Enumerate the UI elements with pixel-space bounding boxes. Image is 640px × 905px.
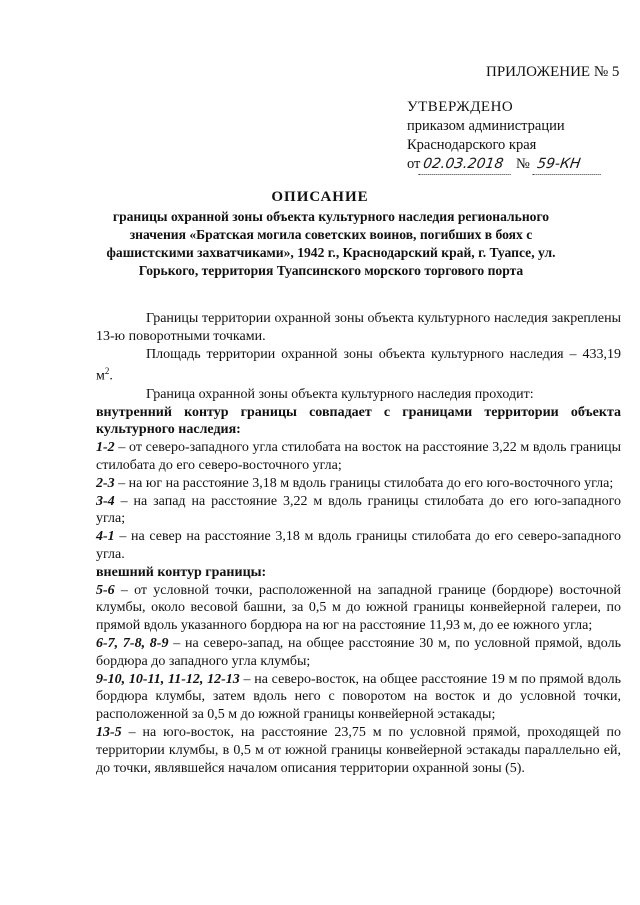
outer-segment <box>96 724 621 777</box>
segment-label: 4-1 <box>96 529 115 545</box>
approved-line-1: приказом администрации <box>407 118 565 134</box>
segment-text: – на северо-восток, на общее расстояние 19 м по прямой вдоль бордюра клумбы, затем вдоль него с поворотом на восток и до условной точки, расположенной за 0,5 м до южной границы конвейерной эстакады; <box>96 671 621 723</box>
outer-segment <box>96 582 621 635</box>
inner-contour-heading: внутренний контур границы совпадает с границами территории объекта культурного наследия: <box>96 404 621 438</box>
segment-label: 2-3 <box>96 475 115 491</box>
inner-segment <box>96 528 621 564</box>
segment-text: – на юг на расстояние 3,18 м вдоль границы стилобата до его юго-восточного угла; <box>114 475 614 491</box>
segment-text: – на север на расстояние 3,18 м вдоль границы стилобата до его северо-западного угла. <box>96 529 621 563</box>
order-date-handwritten: 02.03.2018 <box>419 155 514 175</box>
order-number-handwritten: 59-КН <box>532 155 603 175</box>
order-number-label: № <box>516 156 530 172</box>
appendix-number: ПРИЛОЖЕНИЕ № 5 <box>486 64 620 80</box>
area-text: Площадь территории охранной зоны объекта культурного наследия – 433,19 м <box>96 346 621 385</box>
segment-label: 6-7, 7-8, 8-9 <box>96 636 169 651</box>
approval-block <box>407 98 602 175</box>
segment-text: – от северо-западного угла стилобата на восток на расстояние 3,22 м вдоль границы стилобата до его северо-восточного угла; <box>96 440 621 474</box>
area-unit-superscript: 2 <box>104 366 110 377</box>
segment-label: 5-6 <box>96 582 115 598</box>
document-subtitle: границы охранной зоны объекта культурного наследия регионального значения «Братская могила советских воинов, погибших в боях с фашистскими захватчиками», 1942 г., Краснодарский край, г. Туапсе, ул. Горького, территория Туапсинского морского торгового порта <box>106 209 556 278</box>
segment-label: 9-10, 10-11, 11-12, 12-13 <box>96 671 240 687</box>
outer-segment <box>96 671 621 724</box>
segment-text: – на северо-запад, на общее расстояние 30 м, по условной прямой, вдоль бордюра до западного угла клумбы; <box>96 636 621 669</box>
inner-segment <box>96 493 621 529</box>
paragraph-area <box>96 346 621 386</box>
inner-segment <box>96 475 621 493</box>
approved-line-2: Краснодарского края <box>407 137 537 153</box>
inner-segment <box>96 439 621 475</box>
segment-text: – на юго-восток, на расстояние 23,75 м по условной прямой, проходящей по территории клумбы, в 0,5 м от южной границы конвейерной эстакады параллельно ей, до точки, являвшейся началом описания территории охранной зоны (5). <box>96 724 621 776</box>
approved-title: УТВЕРЖДЕНО <box>407 99 514 115</box>
area-text-end: . <box>109 369 113 385</box>
paragraph-points: Границы территории охранной зоны объекта культурного наследия закреплены 13-ю поворотными точками. <box>96 311 621 344</box>
segment-label: 3-4 <box>96 493 115 509</box>
segment-label: 13-5 <box>96 724 122 740</box>
order-line <box>407 155 602 175</box>
paragraph-boundary-intro: Граница охранной зоны объекта культурного наследия проходит: <box>146 386 534 402</box>
segment-text: – на запад на расстояние 3,22 м вдоль границы стилобата до его юго-западного угла; <box>96 493 621 527</box>
outer-segment <box>96 635 621 671</box>
document-body <box>96 310 621 777</box>
outer-contour-heading: внешний контур границы: <box>96 564 267 580</box>
segment-text: – от условной точки, расположенной на западной границе (бордюре) восточной клумбы, около весовой башни, за 0,5 м до южной границы конвейерной галереи, по прямой вдоль указанного бордюра на юг на расстояние 11,93 м, до ее южного угла; <box>96 582 621 634</box>
document-title: ОПИСАНИЕ <box>271 189 369 205</box>
segment-label: 1-2 <box>96 440 115 456</box>
order-prefix: от <box>407 156 421 172</box>
